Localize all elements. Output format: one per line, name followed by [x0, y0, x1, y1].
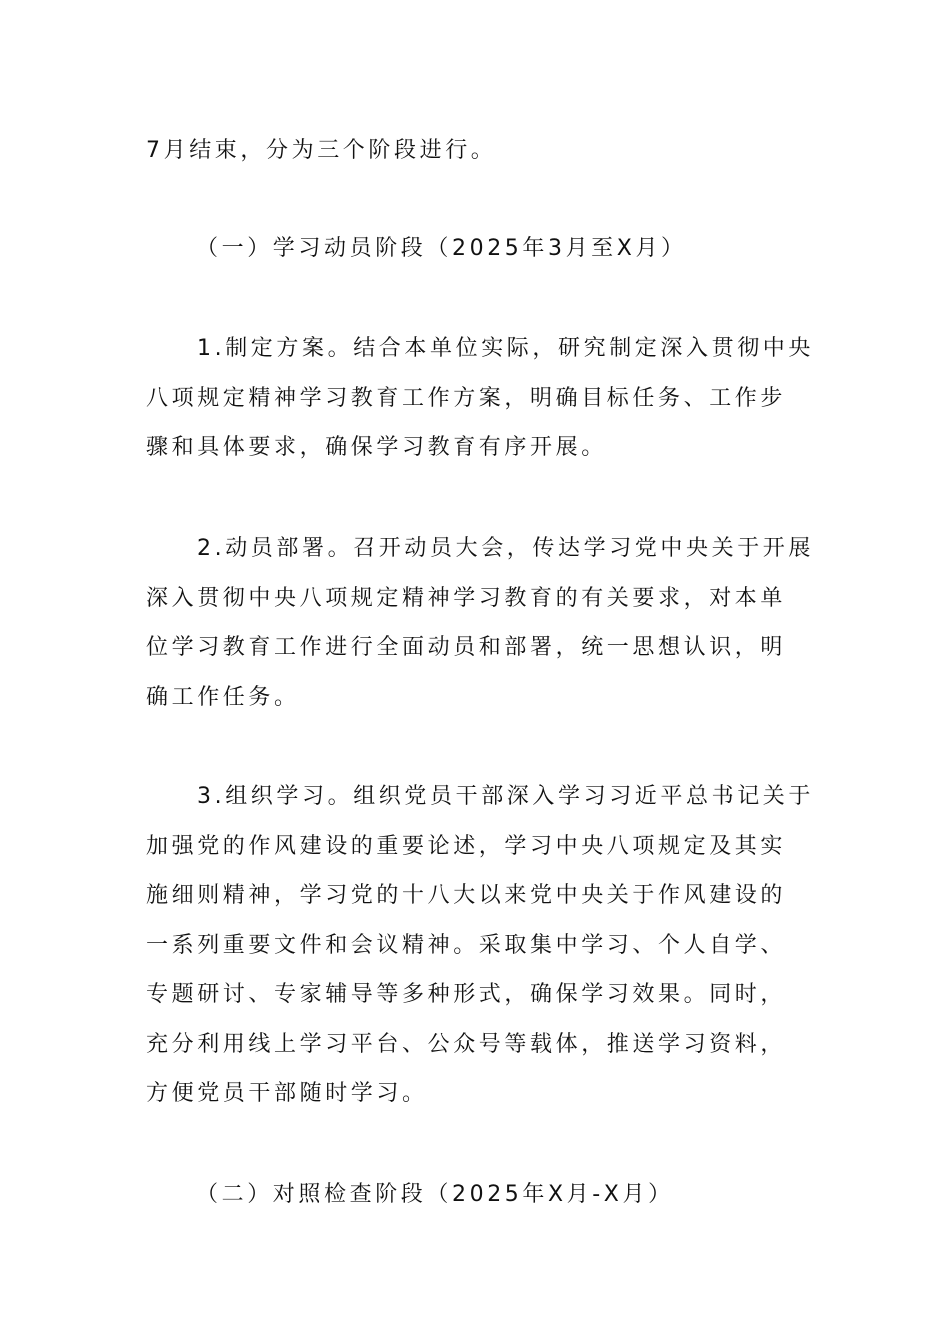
paragraph-3-line: 方便党员干部随时学习。: [146, 1081, 428, 1106]
paragraph-2-line: 2.动员部署。召开动员大会，传达学习党中央关于开展: [197, 536, 814, 561]
intro-line: 7月结束，分为三个阶段进行。: [146, 138, 497, 163]
paragraph-3-line: 专题研讨、专家辅导等多种形式，确保学习效果。同时，: [146, 982, 787, 1007]
paragraph-2-line: 确工作任务。: [146, 684, 300, 710]
paragraph-2-line: 深入贯彻中央八项规定精神学习教育的有关要求，对本单: [146, 585, 787, 611]
paragraph-3: [146, 782, 814, 1129]
paragraph-3-line: 施细则精神，学习党的十八大以来党中央关于作风建设的: [146, 883, 787, 908]
paragraph-2-line: 位学习教育工作进行全面动员和部署，统一思想认识，明: [146, 635, 787, 660]
section-heading-2: （二）对照检查阶段（2025年X月-X月）: [196, 1182, 674, 1207]
paragraph-1: [146, 334, 814, 483]
paragraph-3-line: 3.组织学习。组织党员干部深入学习习近平总书记关于: [197, 784, 814, 809]
paragraph-1-line: 八项规定精神学习教育工作方案，明确目标任务、工作步: [146, 385, 787, 411]
paragraph-3-line: 一系列重要文件和会议精神。采取集中学习、个人自学、: [146, 932, 787, 958]
paragraph-3-line: 充分利用线上学习平台、公众号等载体，推送学习资料，: [146, 1031, 787, 1057]
paragraph-2: [146, 534, 814, 732]
paragraph-3-line: 加强党的作风建设的重要论述，学习中央八项规定及其实: [146, 833, 787, 859]
paragraph-1-line: 1.制定方案。结合本单位实际，研究制定深入贯彻中央: [197, 336, 814, 361]
paragraph-1-line: 骤和具体要求，确保学习教育有序开展。: [146, 435, 607, 460]
section-heading-1: （一）学习动员阶段（2025年3月至X月）: [196, 236, 687, 261]
